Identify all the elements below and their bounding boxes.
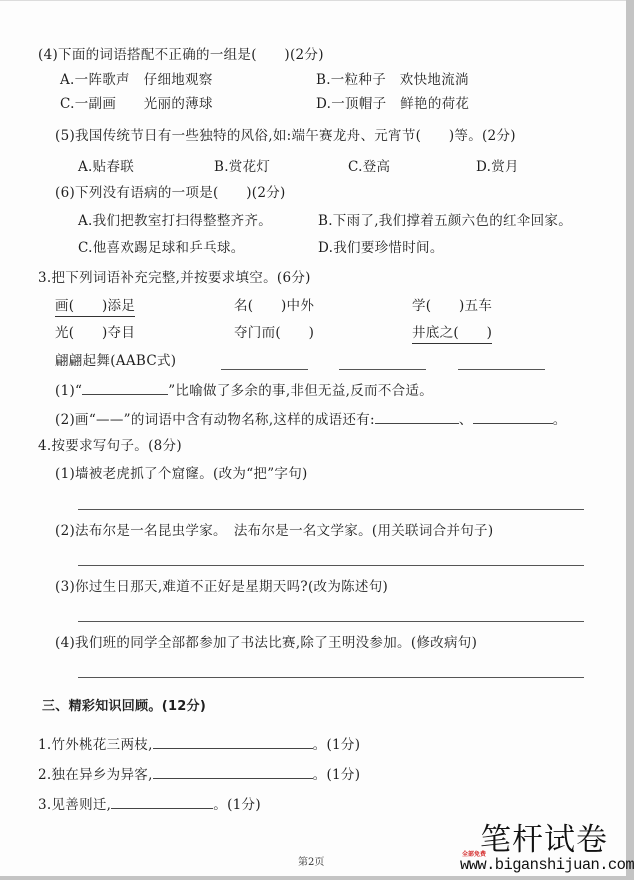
q3-sub2-end: 。: [552, 412, 567, 428]
question-4-option-b: B.一粒种子 欢快地流淌: [316, 72, 469, 88]
recall-item-3-suffix: 。(1分): [213, 797, 261, 813]
question-5-option-d: D.赏月: [476, 159, 519, 175]
recall-item-2-blank[interactable]: [153, 764, 313, 779]
q3-sub1-blank[interactable]: [82, 380, 168, 395]
recall-item-2: [38, 764, 360, 784]
recall-item-1-prefix: 1.竹外桃花三两枝,: [38, 737, 153, 753]
watermark-free-badge: 全部免费: [462, 851, 487, 858]
recall-item-3: [38, 794, 261, 814]
question-5-stem: (5)我国传统节日有一些独特的风俗,如:端午赛龙舟、元宵节( )等。(2分): [55, 128, 516, 144]
question-6-option-c: C.他喜欢踢足球和乒乓球。: [78, 240, 245, 256]
aabc-answer-line-1[interactable]: [221, 369, 308, 370]
q3-sub2-prefix: (2)画“——”的词语中含有动物名称,这样的成语还有:: [55, 412, 375, 428]
question-5-option-b: B.赏花灯: [214, 159, 271, 175]
watermark-url: www.biganshijuan.com: [460, 856, 634, 874]
section-3-title: 三、精彩知识回顾。(12分): [42, 699, 207, 714]
question-4-option-c: C.一副画 光丽的薄球: [60, 96, 213, 112]
question-6-option-b: B.下雨了,我们撑着五颜六色的红伞回家。: [318, 213, 573, 229]
q3-sub2-separator: 、: [458, 412, 473, 428]
writing-item-4: (4)我们班的同学全部都参加了书法比赛,除了王明没参加。(修改病句): [55, 635, 478, 651]
recall-item-2-suffix: 。(1分): [312, 767, 361, 783]
q3-sub1-suffix: ”比喻做了多余的事,非但无益,反而不合适。: [168, 383, 434, 399]
question-6-option-a: A.我们把教室打扫得整整齐齐。: [78, 213, 273, 229]
recall-item-1-suffix: 。(1分): [312, 737, 361, 753]
idiom-4: 光( )夺目: [55, 325, 136, 341]
recall-item-1: [38, 734, 360, 754]
recall-item-3-blank[interactable]: [111, 794, 213, 809]
question-4-stem: (4)下面的词语搭配不正确的一组是( )(2分): [38, 47, 324, 63]
idiom-underlined-1: 画( )添足: [55, 297, 135, 317]
recall-item-2-prefix: 2.独在异乡为异客,: [38, 767, 153, 783]
q3-sub1-prefix: (1)“: [55, 383, 83, 399]
question-4-writing-stem: 4.按要求写句子。(8分): [38, 438, 182, 454]
writing-item-1: (1)墙被老虎抓了个窟窿。(改为“把”字句): [55, 466, 308, 482]
idiom-5: 夺门而( ): [234, 325, 315, 341]
aabc-label: 翩翩起舞(AABC式): [55, 353, 177, 369]
idiom-underlined-6: 井底之( ): [412, 324, 492, 344]
writing-answer-line-1[interactable]: [78, 509, 584, 510]
q3-sub2-blank-1[interactable]: [375, 409, 459, 424]
aabc-answer-line-2[interactable]: [339, 369, 426, 370]
question-6-option-d: D.我们要珍惜时间。: [318, 240, 444, 256]
question-3-stem: 3.把下列词语补充完整,并按要求填空。(6分): [38, 270, 311, 286]
idiom-3: 学( )五车: [412, 298, 493, 314]
question-6-stem: (6)下列没有语病的一项是( )(2分): [55, 185, 286, 201]
writing-answer-line-3[interactable]: [78, 621, 584, 622]
question-4-option-d: D.一顶帽子 鲜艳的荷花: [316, 96, 470, 112]
idiom-2: 名( )中外: [234, 298, 315, 314]
recall-item-1-blank[interactable]: [153, 734, 313, 749]
watermark-logo-title: 笔杆试卷: [480, 822, 608, 858]
q3-sub1: [55, 380, 433, 400]
aabc-answer-line-3[interactable]: [458, 369, 545, 370]
writing-item-3: (3)你过生日那天,难道不正好是星期天吗?(改为陈述句): [55, 579, 389, 595]
writing-item-2: (2)法布尔是一名昆虫学家。 法布尔是一名文学家。(用关联词合并句子): [55, 523, 494, 539]
q3-sub2-blank-2[interactable]: [473, 409, 553, 424]
page-number: 第2页: [298, 857, 325, 868]
writing-answer-line-2[interactable]: [78, 565, 584, 566]
question-5-option-c: C.登高: [348, 159, 391, 175]
question-5-option-a: A.贴春联: [78, 159, 135, 175]
q3-sub2: [55, 409, 567, 429]
recall-item-3-prefix: 3.见善则迁,: [38, 797, 112, 813]
question-4-option-a: A.一阵歌声 仔细地观察: [60, 72, 213, 88]
writing-answer-line-4[interactable]: [78, 677, 584, 678]
